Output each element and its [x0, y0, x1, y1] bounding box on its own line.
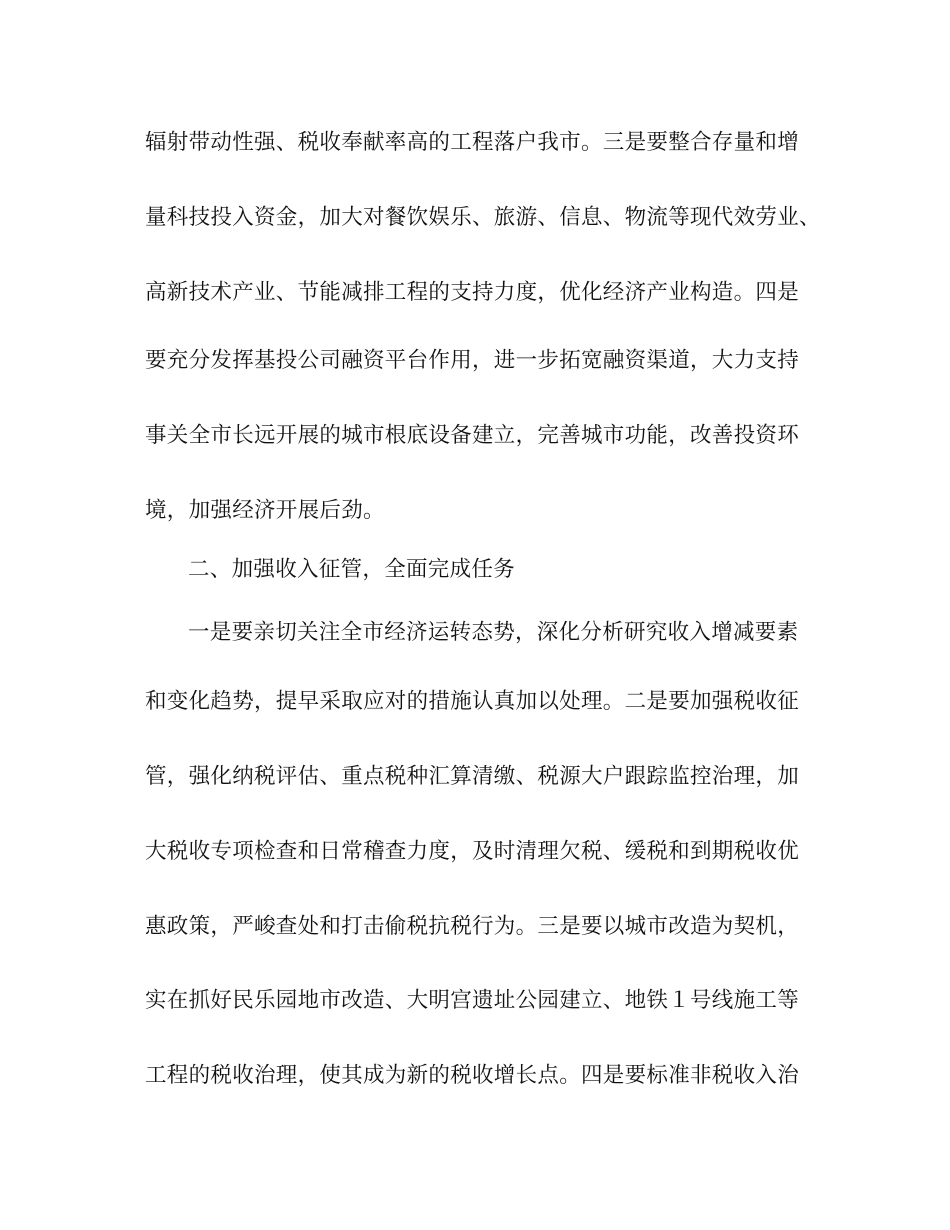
section-heading: 二、加强收入征管，全面完成任务 — [188, 557, 516, 582]
text-line-2: 量科技投入资金，加大对餐饮娱乐、旅游、信息、物流等现代效劳业、 — [145, 205, 821, 230]
text-line-1: 辐射带动性强、税收奉献率高的工程落户我市。三是要整合存量和增 — [145, 130, 800, 155]
text-line-12: 惠政策，严峻查处和打击偷税抗税行为。三是要以城市改造为契机， — [145, 914, 800, 939]
text-line-11: 大税收专项检查和日常稽查力度，及时清理欠税、缓税和到期税收优 — [145, 839, 800, 864]
text-line-14: 工程的税收治理，使其成为新的税收增长点。四是要标准非税收入治 — [145, 1063, 800, 1088]
text-line-4: 要充分发挥基投公司融资平台作用，进一步拓宽融资渠道，大力支持 — [145, 348, 800, 373]
text-line-13: 实在抓好民乐园地市改造、大明宫遗址公园建立、地铁１号线施工等 — [145, 988, 800, 1013]
text-line-3: 高新技术产业、节能减排工程的支持力度，优化经济产业构造。四是 — [145, 280, 800, 305]
text-line-6: 境，加强经济开展后劲。 — [145, 498, 385, 523]
text-line-9: 和变化趋势，提早采取应对的措施认真加以处理。二是要加强税收征 — [145, 689, 800, 714]
text-line-10: 管，强化纳税评估、重点税种汇算清缴、税源大户跟踪监控治理，加 — [145, 764, 800, 789]
text-line-5: 事关全市长远开展的城市根底设备建立，完善城市功能，改善投资环 — [145, 423, 800, 448]
text-line-8: 一是要亲切关注全市经济运转态势，深化分析研究收入增减要素 — [188, 620, 799, 645]
